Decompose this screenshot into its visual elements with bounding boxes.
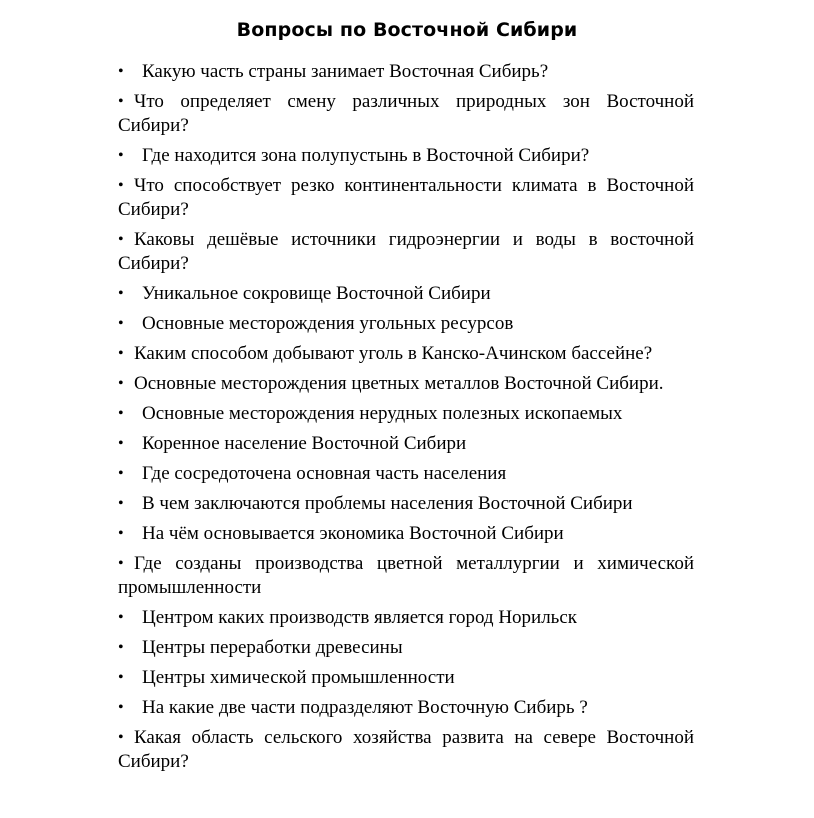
bullet-icon: •	[118, 609, 124, 626]
question-text: Что определяет смену различных природных зон Восточной Сибири?	[118, 91, 694, 136]
list-item	[118, 60, 694, 84]
list-item	[118, 522, 694, 546]
list-item	[118, 492, 694, 516]
bullet-icon: •	[118, 699, 124, 716]
bullet-icon: •	[118, 231, 124, 248]
question-text: Где созданы производства цветной металлургии и химической промышленности	[118, 553, 694, 598]
question-text: На чём основывается экономика Восточной Сибири	[142, 523, 564, 544]
question-text: На какие две части подразделяют Восточную Сибирь ?	[142, 697, 588, 718]
bullet-icon: •	[118, 525, 124, 542]
question-text: Что способствует резко континентальности климата в Восточной Сибири?	[118, 175, 694, 220]
question-text: Центром каких производств является город Норильск	[142, 607, 578, 628]
list-item	[118, 312, 694, 336]
list-item	[118, 144, 694, 168]
question-text: Где находится зона полупустынь в Восточной Сибири?	[142, 145, 590, 166]
list-item	[118, 666, 694, 690]
list-item	[118, 372, 694, 396]
list-item	[118, 90, 694, 138]
question-text: Центры химической промышленности	[142, 667, 455, 688]
bullet-icon: •	[118, 177, 124, 194]
bullet-icon: •	[118, 555, 124, 572]
question-text: Коренное население Восточной Сибири	[142, 433, 467, 454]
question-text: В чем заключаются проблемы населения Восточной Сибири	[142, 493, 633, 514]
list-item	[118, 636, 694, 660]
bullet-icon: •	[118, 345, 124, 362]
bullet-icon: •	[118, 495, 124, 512]
bullet-icon: •	[118, 285, 124, 302]
bullet-icon: •	[118, 93, 124, 110]
bullet-icon: •	[118, 465, 124, 482]
question-text: Какую часть страны занимает Восточная Сибирь?	[142, 61, 549, 82]
question-text: Основные месторождения нерудных полезных ископаемых	[142, 403, 623, 424]
list-item	[118, 282, 694, 306]
list-item	[118, 228, 694, 276]
list-item	[118, 462, 694, 486]
list-item	[118, 552, 694, 600]
bullet-icon: •	[118, 729, 124, 746]
question-text: Каковы дешёвые источники гидроэнергии и воды в восточной Сибири?	[118, 229, 694, 274]
list-item	[118, 432, 694, 456]
list-item	[118, 174, 694, 222]
bullet-icon: •	[118, 375, 124, 392]
question-text: Какая область сельского хозяйства развита на севере Восточной Сибири?	[118, 727, 694, 772]
question-text: Каким способом добывают уголь в Канско-Ачинском бассейне?	[134, 343, 653, 364]
question-text: Где сосредоточена основная часть населения	[142, 463, 507, 484]
question-text: Центры переработки древесины	[142, 637, 403, 658]
bullet-icon: •	[118, 639, 124, 656]
list-item	[118, 342, 694, 366]
question-list	[118, 60, 694, 780]
question-text: Основные месторождения угольных ресурсов	[142, 313, 514, 334]
bullet-icon: •	[118, 315, 124, 332]
bullet-icon: •	[118, 147, 124, 164]
question-text: Уникальное сокровище Восточной Сибири	[142, 283, 491, 304]
bullet-icon: •	[118, 669, 124, 686]
list-item	[118, 696, 694, 720]
bullet-icon: •	[118, 405, 124, 422]
bullet-icon: •	[118, 63, 124, 80]
list-item	[118, 606, 694, 630]
list-item	[118, 402, 694, 426]
page-title: Вопросы по Восточной Сибири	[236, 19, 578, 41]
list-item	[118, 726, 694, 774]
question-text: Основные месторождения цветных металлов Восточной Сибири.	[134, 373, 664, 394]
bullet-icon: •	[118, 435, 124, 452]
